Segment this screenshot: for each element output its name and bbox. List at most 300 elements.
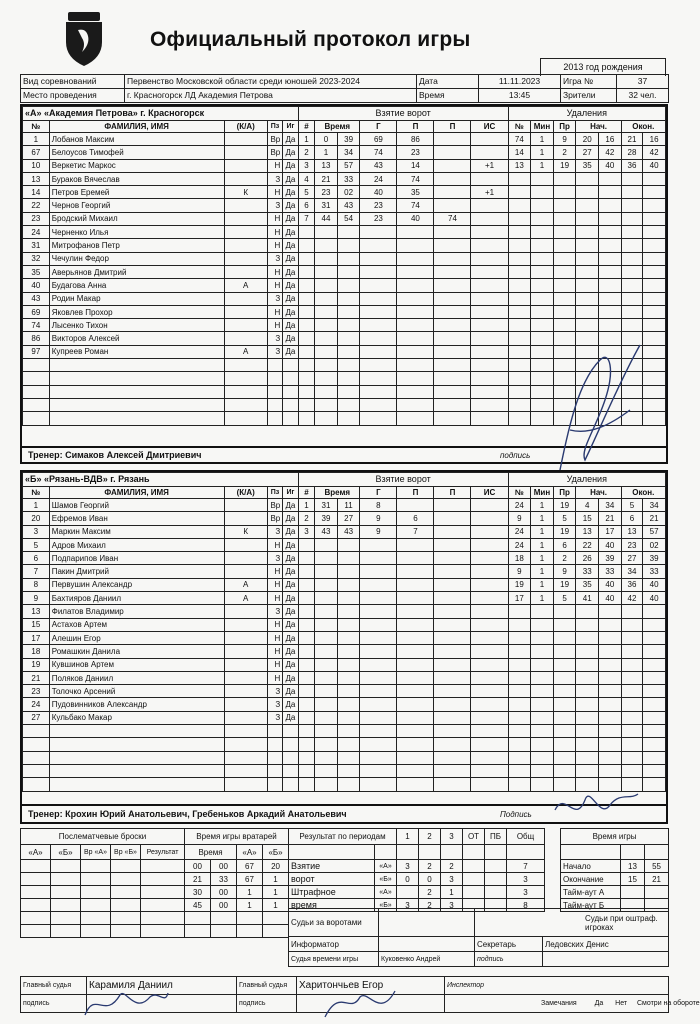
period-1: 1 <box>397 829 419 845</box>
penalty-start-sec <box>599 319 622 332</box>
player-role <box>224 751 267 764</box>
penalty-end-min <box>621 751 643 764</box>
goal-assist-2 <box>434 738 471 751</box>
player-plays: Да <box>283 265 298 278</box>
goal-minute <box>315 412 338 425</box>
remarks-label: Замечания <box>541 1000 577 1007</box>
penalty-end-sec <box>643 618 666 631</box>
penalty-minutes: 1 <box>531 133 554 146</box>
penalty-minutes: 1 <box>531 552 554 565</box>
venue-value: г. Красногорск ЛД Академия Петрова <box>125 89 417 103</box>
goal-minute <box>315 738 338 751</box>
goal-assist-2 <box>434 172 471 185</box>
goals-b-total: 3 <box>507 873 545 886</box>
penalty-player: 24 <box>508 499 531 512</box>
goals-a-p3: 2 <box>441 860 463 873</box>
player-number <box>23 764 50 777</box>
goal-second <box>337 385 360 398</box>
player-position: Н <box>267 239 282 252</box>
goal-number <box>298 738 314 751</box>
goal-assist-1: 23 <box>397 146 434 159</box>
col-pen-min: Мин <box>531 487 554 499</box>
goal-assist-2 <box>434 725 471 738</box>
player-row <box>23 778 666 791</box>
col-ka: (К/А) <box>224 487 267 499</box>
penalty-end-min <box>621 252 643 265</box>
player-number <box>23 372 50 385</box>
goal-number <box>298 631 314 644</box>
goal-is <box>471 645 508 658</box>
goals-b-ot <box>463 873 485 886</box>
goal-number: 1 <box>298 133 314 146</box>
shootout-result: Результат <box>141 845 185 860</box>
goal-assist-1 <box>397 499 434 512</box>
penalty-minutes <box>531 725 554 738</box>
penalty-player: 13 <box>508 159 531 172</box>
penalty-end-sec <box>643 725 666 738</box>
penalty-player <box>508 671 531 684</box>
player-plays: Да <box>283 685 298 698</box>
penalty-player <box>508 239 531 252</box>
penalty-player <box>508 764 531 777</box>
end-hour: 15 <box>621 873 645 886</box>
player-plays <box>283 764 298 777</box>
goal-second <box>337 305 360 318</box>
penalty-player <box>508 711 531 724</box>
goal-scorer <box>360 764 397 777</box>
goal-minute: 31 <box>315 199 338 212</box>
goalie-b-number: 20 <box>263 860 289 873</box>
col-pen-min: Мин <box>531 121 554 133</box>
shootout-cell <box>141 886 185 899</box>
goal-number <box>298 698 314 711</box>
penalty-player <box>508 631 531 644</box>
player-number: 40 <box>23 279 50 292</box>
player-row <box>23 578 666 591</box>
shootout-title: Послематчевые броски <box>21 829 185 845</box>
goal-number <box>298 658 314 671</box>
goal-number <box>298 552 314 565</box>
pen-a-pb <box>485 886 507 899</box>
goal-assist-2 <box>434 279 471 292</box>
penalty-code <box>553 305 576 318</box>
goal-is <box>471 345 508 358</box>
player-row <box>23 239 666 252</box>
player-position: Н <box>267 212 282 225</box>
goal-is <box>471 751 508 764</box>
goal-minute: 44 <box>315 212 338 225</box>
player-position: Вр <box>267 512 282 525</box>
competition-value: Первенство Московской области среди юношей 2023-2024 <box>125 75 417 89</box>
player-name: Маркин Максим <box>49 525 224 538</box>
team-a-goals-title: Взятие ворот <box>298 107 508 121</box>
penalty-end-min <box>621 385 643 398</box>
goal-scorer <box>360 226 397 239</box>
shootout-cell <box>111 899 141 912</box>
penalty-code <box>553 725 576 738</box>
penalty-minutes <box>531 398 554 411</box>
penalty-start-min <box>576 199 599 212</box>
penalty-start-sec: 42 <box>599 146 622 159</box>
penalty-code <box>553 359 576 372</box>
penalty-end-min <box>621 764 643 777</box>
penalty-player: 74 <box>508 133 531 146</box>
shootout-cell <box>51 899 81 912</box>
penalty-start-sec <box>599 725 622 738</box>
team-b-coach: Тренер: Крохин Юрий Анатольевич, Гребеньков Аркадий Анатольевич <box>28 809 347 819</box>
penalty-start-min <box>576 738 599 751</box>
player-role <box>224 199 267 212</box>
player-name: Астахов Артем <box>49 618 224 631</box>
penalty-end-sec: 40 <box>643 592 666 605</box>
shootout-cell <box>141 860 185 873</box>
goal-minute <box>315 332 338 345</box>
player-number: 13 <box>23 172 50 185</box>
goal-assist-1 <box>397 265 434 278</box>
player-row <box>23 738 666 751</box>
spectators-value: 32 чел. <box>617 89 669 103</box>
goal-is <box>471 725 508 738</box>
penalty-end-min <box>621 279 643 292</box>
player-number: 69 <box>23 305 50 318</box>
goal-assist-1 <box>397 685 434 698</box>
timekeeper-label: Судья времени игры <box>289 952 379 967</box>
goal-is <box>471 385 508 398</box>
player-plays: Да <box>283 711 298 724</box>
penalty-code <box>553 398 576 411</box>
player-plays: Да <box>283 239 298 252</box>
goal-second <box>337 605 360 618</box>
player-plays: Да <box>283 538 298 551</box>
player-row <box>23 499 666 512</box>
penalty-code: 9 <box>553 565 576 578</box>
penalty-start-min: 15 <box>576 512 599 525</box>
goal-number <box>298 385 314 398</box>
end-minute: 21 <box>645 873 669 886</box>
penalty-player <box>508 385 531 398</box>
penalty-start-min <box>576 751 599 764</box>
player-position: З <box>267 292 282 305</box>
player-number: 21 <box>23 671 50 684</box>
penalty-start-min: 35 <box>576 578 599 591</box>
penalty-end-min <box>621 685 643 698</box>
goal-assist-2 <box>434 252 471 265</box>
player-row <box>23 412 666 425</box>
player-plays: Да <box>283 279 298 292</box>
penalty-start-sec <box>599 359 622 372</box>
goal-second: 54 <box>337 212 360 225</box>
col-goal-num: # <box>298 121 314 133</box>
player-name: Бураков Вячеслав <box>49 172 224 185</box>
player-row <box>23 133 666 146</box>
penalty-end-min: 42 <box>621 592 643 605</box>
penalty-start-min <box>576 172 599 185</box>
goal-minute <box>315 265 338 278</box>
goal-is <box>471 671 508 684</box>
shootout-b: «Б» <box>51 845 81 860</box>
penalty-player: 17 <box>508 592 531 605</box>
goals-label-1: Взятие <box>289 860 375 873</box>
player-row <box>23 645 666 658</box>
penalty-minutes <box>531 252 554 265</box>
player-name: Чечулин Федор <box>49 252 224 265</box>
penalty-start-min: 26 <box>576 552 599 565</box>
player-plays: Да <box>283 698 298 711</box>
goal-minute <box>315 605 338 618</box>
pen-team-a: «А» <box>375 886 397 899</box>
officials-table <box>288 908 669 967</box>
goal-number <box>298 359 314 372</box>
player-plays: Да <box>283 172 298 185</box>
penalty-start-min <box>576 618 599 631</box>
goal-is <box>471 372 508 385</box>
penalty-minutes <box>531 212 554 225</box>
goals-a-p1: 3 <box>397 860 419 873</box>
penalty-start-sec <box>599 292 622 305</box>
goal-assist-1 <box>397 578 434 591</box>
penalty-end-sec <box>643 671 666 684</box>
player-plays <box>283 778 298 791</box>
penalty-player <box>508 279 531 292</box>
goal-assist-1 <box>397 359 434 372</box>
penalty-minutes: 1 <box>531 592 554 605</box>
goal-minute <box>315 252 338 265</box>
penalty-start-sec <box>599 698 622 711</box>
player-number <box>23 412 50 425</box>
date-value: 11.11.2023 <box>479 75 561 89</box>
penalty-end-sec <box>643 172 666 185</box>
goal-assist-2 <box>434 764 471 777</box>
goal-scorer: 24 <box>360 172 397 185</box>
goal-number: 6 <box>298 199 314 212</box>
goal-number <box>298 685 314 698</box>
player-position <box>267 751 282 764</box>
goal-second: 11 <box>337 499 360 512</box>
inspector-label: Инспектор <box>445 977 669 995</box>
goal-is <box>471 199 508 212</box>
penalty-code <box>553 618 576 631</box>
penalty-player <box>508 751 531 764</box>
goalie-time-row <box>21 886 289 899</box>
goalie-time-col: Время <box>185 845 237 860</box>
player-name: Черненко Илья <box>49 226 224 239</box>
goal-second <box>337 738 360 751</box>
player-number <box>23 359 50 372</box>
penalty-player: 18 <box>508 552 531 565</box>
penalty-start-sec: 17 <box>599 525 622 538</box>
penalty-end-sec <box>643 631 666 644</box>
penalty-end-sec: 57 <box>643 525 666 538</box>
penalty-end-min <box>621 645 643 658</box>
goal-number <box>298 239 314 252</box>
goal-number <box>298 332 314 345</box>
player-row <box>23 292 666 305</box>
player-name: Подпарипов Иван <box>49 552 224 565</box>
goal-minute <box>315 631 338 644</box>
penalty-minutes: 1 <box>531 159 554 172</box>
penalty-minutes <box>531 345 554 358</box>
penalty-end-min <box>621 172 643 185</box>
player-position: Н <box>267 186 282 199</box>
col-name: ФАМИЛИЯ, ИМЯ <box>49 121 224 133</box>
penalty-minutes: 1 <box>531 565 554 578</box>
shootout-gk-a: Вр «А» <box>81 845 111 860</box>
start-label: Начало <box>561 860 621 873</box>
player-position <box>267 778 282 791</box>
penalty-start-sec <box>599 265 622 278</box>
goal-assist-2 <box>434 631 471 644</box>
goal-number <box>298 372 314 385</box>
goal-assist-2 <box>434 605 471 618</box>
penalty-player: 14 <box>508 146 531 159</box>
goal-minute <box>315 565 338 578</box>
goal-scorer <box>360 645 397 658</box>
player-position: Н <box>267 592 282 605</box>
player-position: З <box>267 552 282 565</box>
goal-number <box>298 412 314 425</box>
pen-b-p2: 2 <box>419 899 441 912</box>
goal-assist-1 <box>397 292 434 305</box>
team-b-title: «Б» «Рязань-ВДВ» г. Рязань <box>23 473 299 487</box>
penalty-end-min: 21 <box>621 133 643 146</box>
player-position <box>267 764 282 777</box>
player-plays <box>283 751 298 764</box>
goal-assist-2 <box>434 698 471 711</box>
game-number-label: Игра № <box>561 75 617 89</box>
player-plays <box>283 725 298 738</box>
player-plays: Да <box>283 552 298 565</box>
goal-assist-2 <box>434 685 471 698</box>
end-label: Окончание <box>561 873 621 886</box>
col-assist-2: П <box>434 121 471 133</box>
goal-scorer <box>360 685 397 698</box>
penalty-minutes: 1 <box>531 512 554 525</box>
goal-minute <box>315 239 338 252</box>
goal-scorer <box>360 538 397 551</box>
player-row <box>23 398 666 411</box>
penalty-start-min <box>576 345 599 358</box>
penalty-start-sec <box>599 226 622 239</box>
player-plays: Да <box>283 252 298 265</box>
goal-second <box>337 239 360 252</box>
penalty-code: 19 <box>553 159 576 172</box>
player-row <box>23 565 666 578</box>
goal-assist-2 <box>434 159 471 172</box>
penalty-end-sec <box>643 412 666 425</box>
goal-minute <box>315 398 338 411</box>
penalty-player <box>508 265 531 278</box>
spectators-label: Зрители <box>561 89 617 103</box>
goal-is <box>471 212 508 225</box>
player-number: 19 <box>23 658 50 671</box>
player-name: Пудовинников Александр <box>49 698 224 711</box>
goal-is <box>471 172 508 185</box>
goals-b-p3: 3 <box>441 873 463 886</box>
goal-assist-1 <box>397 305 434 318</box>
player-plays: Да <box>283 578 298 591</box>
goalie-b-col: «Б» <box>263 845 289 860</box>
goals-b-p1: 0 <box>397 873 419 886</box>
penalty-end-sec: 16 <box>643 133 666 146</box>
goal-minute: 43 <box>315 525 338 538</box>
player-position: Н <box>267 645 282 658</box>
goal-scorer <box>360 778 397 791</box>
player-name <box>49 385 224 398</box>
player-number: 32 <box>23 252 50 265</box>
goalie-b-number: 1 <box>263 873 289 886</box>
penalty-start-min: 27 <box>576 146 599 159</box>
goal-assist-1 <box>397 725 434 738</box>
goal-assist-2 <box>434 239 471 252</box>
goal-scorer <box>360 605 397 618</box>
player-number: 15 <box>23 618 50 631</box>
goalie-a-number: 67 <box>237 860 263 873</box>
goal-is <box>471 592 508 605</box>
timekeeper-sign: подпись <box>475 952 543 967</box>
player-position: Вр <box>267 146 282 159</box>
player-plays: Да <box>283 146 298 159</box>
player-name <box>49 725 224 738</box>
pen-team-b: «Б» <box>375 899 397 912</box>
goal-scorer <box>360 658 397 671</box>
goal-judges-label: Судьи за воротами <box>289 909 379 937</box>
penalty-minutes <box>531 265 554 278</box>
team-b-penalties-title: Удаления <box>508 473 665 487</box>
goal-assist-1: 74 <box>397 172 434 185</box>
penalty-start-sec <box>599 412 622 425</box>
start-hour: 13 <box>621 860 645 873</box>
player-position <box>267 412 282 425</box>
player-role <box>224 685 267 698</box>
penalty-start-min: 4 <box>576 499 599 512</box>
player-plays: Да <box>283 199 298 212</box>
penalty-start-sec <box>599 751 622 764</box>
goal-assist-2 <box>434 226 471 239</box>
goal-minute <box>315 618 338 631</box>
player-number: 8 <box>23 578 50 591</box>
player-role <box>224 305 267 318</box>
player-role <box>224 618 267 631</box>
player-role: К <box>224 186 267 199</box>
penalty-end-min: 27 <box>621 552 643 565</box>
player-number: 67 <box>23 146 50 159</box>
penalty-minutes <box>531 226 554 239</box>
goal-scorer <box>360 239 397 252</box>
goalie-b-number: 1 <box>263 899 289 912</box>
penalty-code <box>553 698 576 711</box>
player-name: Кувшинов Артем <box>49 658 224 671</box>
penalty-end-sec: 21 <box>643 512 666 525</box>
penalty-end-min <box>621 226 643 239</box>
penalty-end-min <box>621 738 643 751</box>
pen-a-p2: 2 <box>419 886 441 899</box>
goal-assist-2 <box>434 186 471 199</box>
penalty-end-sec <box>643 645 666 658</box>
goal-minute <box>315 698 338 711</box>
goal-second <box>337 631 360 644</box>
shootout-cell <box>111 873 141 886</box>
goals-a-p2: 2 <box>419 860 441 873</box>
goal-assist-2 <box>434 345 471 358</box>
timeout-b-label: Тайм-аут Б <box>561 899 621 912</box>
player-number: 6 <box>23 552 50 565</box>
shootout-cell <box>21 860 51 873</box>
penalty-player <box>508 199 531 212</box>
goalie-change-second: 00 <box>211 899 237 912</box>
player-number: 7 <box>23 565 50 578</box>
penalty-start-min <box>576 372 599 385</box>
player-name: Шамов Георгий <box>49 499 224 512</box>
